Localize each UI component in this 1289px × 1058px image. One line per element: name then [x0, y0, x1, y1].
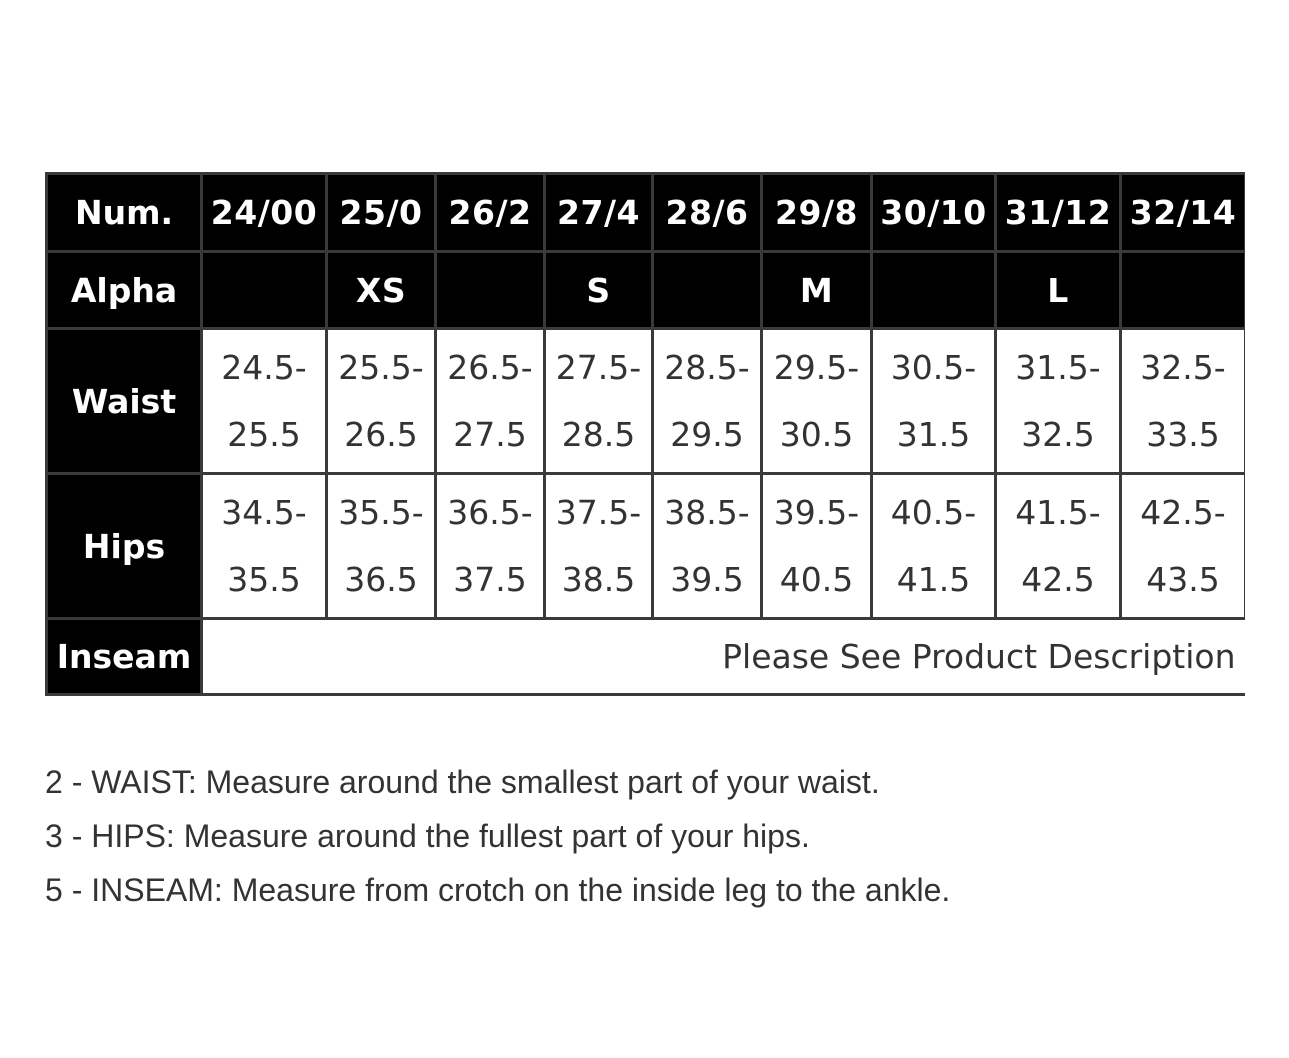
hips-from: 42.5-	[1140, 493, 1226, 532]
alpha-row	[47, 252, 1246, 329]
waist-to: 29.5	[670, 415, 744, 454]
num-cell: 24/00	[202, 174, 327, 252]
hips-to: 42.5	[1021, 560, 1095, 599]
waist-cell	[436, 329, 545, 474]
hips-cell	[202, 474, 327, 619]
alpha-cell: L	[996, 252, 1121, 329]
alpha-cell: S	[545, 252, 653, 329]
waist-to: 32.5	[1021, 415, 1095, 454]
waist-cell	[762, 329, 872, 474]
hips-cell	[996, 474, 1121, 619]
alpha-cell: M	[762, 252, 872, 329]
waist-cell	[202, 329, 327, 474]
hips-cell	[545, 474, 653, 619]
waist-from: 30.5-	[890, 348, 977, 387]
waist-cell	[996, 329, 1121, 474]
note-hips: 3 - HIPS: Measure around the fullest part of your hips.	[45, 818, 810, 854]
alpha-row-label: Alpha	[47, 252, 202, 329]
num-row-label: Num.	[47, 174, 202, 252]
waist-to: 28.5	[561, 415, 636, 454]
hips-from: 36.5-	[447, 493, 533, 532]
waist-from: 29.5-	[773, 348, 860, 387]
hips-row	[47, 474, 1246, 619]
hips-to: 37.5	[453, 560, 527, 599]
hips-from: 40.5-	[890, 493, 977, 532]
waist-to: 27.5	[453, 415, 527, 454]
alpha-cell: XS	[327, 252, 436, 329]
num-cell: 32/14	[1121, 174, 1246, 252]
hips-cell	[653, 474, 762, 619]
hips-from: 37.5-	[555, 493, 642, 532]
waist-from: 32.5-	[1140, 348, 1226, 387]
size-table	[45, 172, 1245, 696]
num-cell: 28/6	[653, 174, 762, 252]
note-waist: 2 - WAIST: Measure around the smallest part of your waist.	[45, 764, 880, 800]
inseam-value: Please See Product Description	[202, 619, 1246, 695]
hips-to: 36.5	[344, 560, 418, 599]
hips-from: 34.5-	[221, 493, 307, 532]
num-cell: 27/4	[545, 174, 653, 252]
num-cell: 25/0	[327, 174, 436, 252]
hips-from: 39.5-	[773, 493, 860, 532]
alpha-cell	[653, 252, 762, 329]
alpha-cell	[872, 252, 996, 329]
waist-cell	[1121, 329, 1246, 474]
note-inseam: 5 - INSEAM: Measure from crotch on the inside leg to the ankle.	[45, 872, 951, 908]
hips-cell	[1121, 474, 1246, 619]
hips-to: 40.5	[779, 560, 854, 599]
hips-to: 35.5	[227, 560, 301, 599]
hips-to: 41.5	[896, 560, 971, 599]
alpha-cell	[202, 252, 327, 329]
waist-cell	[653, 329, 762, 474]
hips-cell	[872, 474, 996, 619]
num-cell: 29/8	[762, 174, 872, 252]
inseam-row	[47, 619, 1246, 695]
waist-from: 27.5-	[555, 348, 642, 387]
waist-row-label: Waist	[47, 329, 202, 474]
waist-from: 31.5-	[1015, 348, 1101, 387]
hips-to: 38.5	[561, 560, 636, 599]
hips-from: 41.5-	[1015, 493, 1101, 532]
waist-from: 24.5-	[221, 348, 307, 387]
num-cell: 26/2	[436, 174, 545, 252]
num-row	[47, 174, 1246, 252]
waist-to: 33.5	[1146, 415, 1220, 454]
alpha-cell	[1121, 252, 1246, 329]
waist-from: 26.5-	[447, 348, 533, 387]
waist-from: 28.5-	[664, 348, 750, 387]
waist-cell	[872, 329, 996, 474]
alpha-cell	[436, 252, 545, 329]
waist-to: 26.5	[344, 415, 418, 454]
waist-cell	[545, 329, 653, 474]
waist-row	[47, 329, 1246, 474]
hips-from: 38.5-	[664, 493, 750, 532]
num-cell: 30/10	[872, 174, 996, 252]
hips-row-label: Hips	[47, 474, 202, 619]
waist-to: 25.5	[227, 415, 301, 454]
waist-to: 31.5	[896, 415, 971, 454]
waist-cell	[327, 329, 436, 474]
hips-to: 39.5	[670, 560, 744, 599]
waist-from: 25.5-	[338, 348, 424, 387]
waist-to: 30.5	[779, 415, 854, 454]
hips-cell	[327, 474, 436, 619]
measurement-notes	[45, 755, 950, 917]
num-cell: 31/12	[996, 174, 1121, 252]
inseam-row-label: Inseam	[47, 619, 202, 695]
hips-from: 35.5-	[338, 493, 424, 532]
hips-to: 43.5	[1146, 560, 1220, 599]
size-chart	[45, 172, 1245, 696]
hips-cell	[436, 474, 545, 619]
hips-cell	[762, 474, 872, 619]
